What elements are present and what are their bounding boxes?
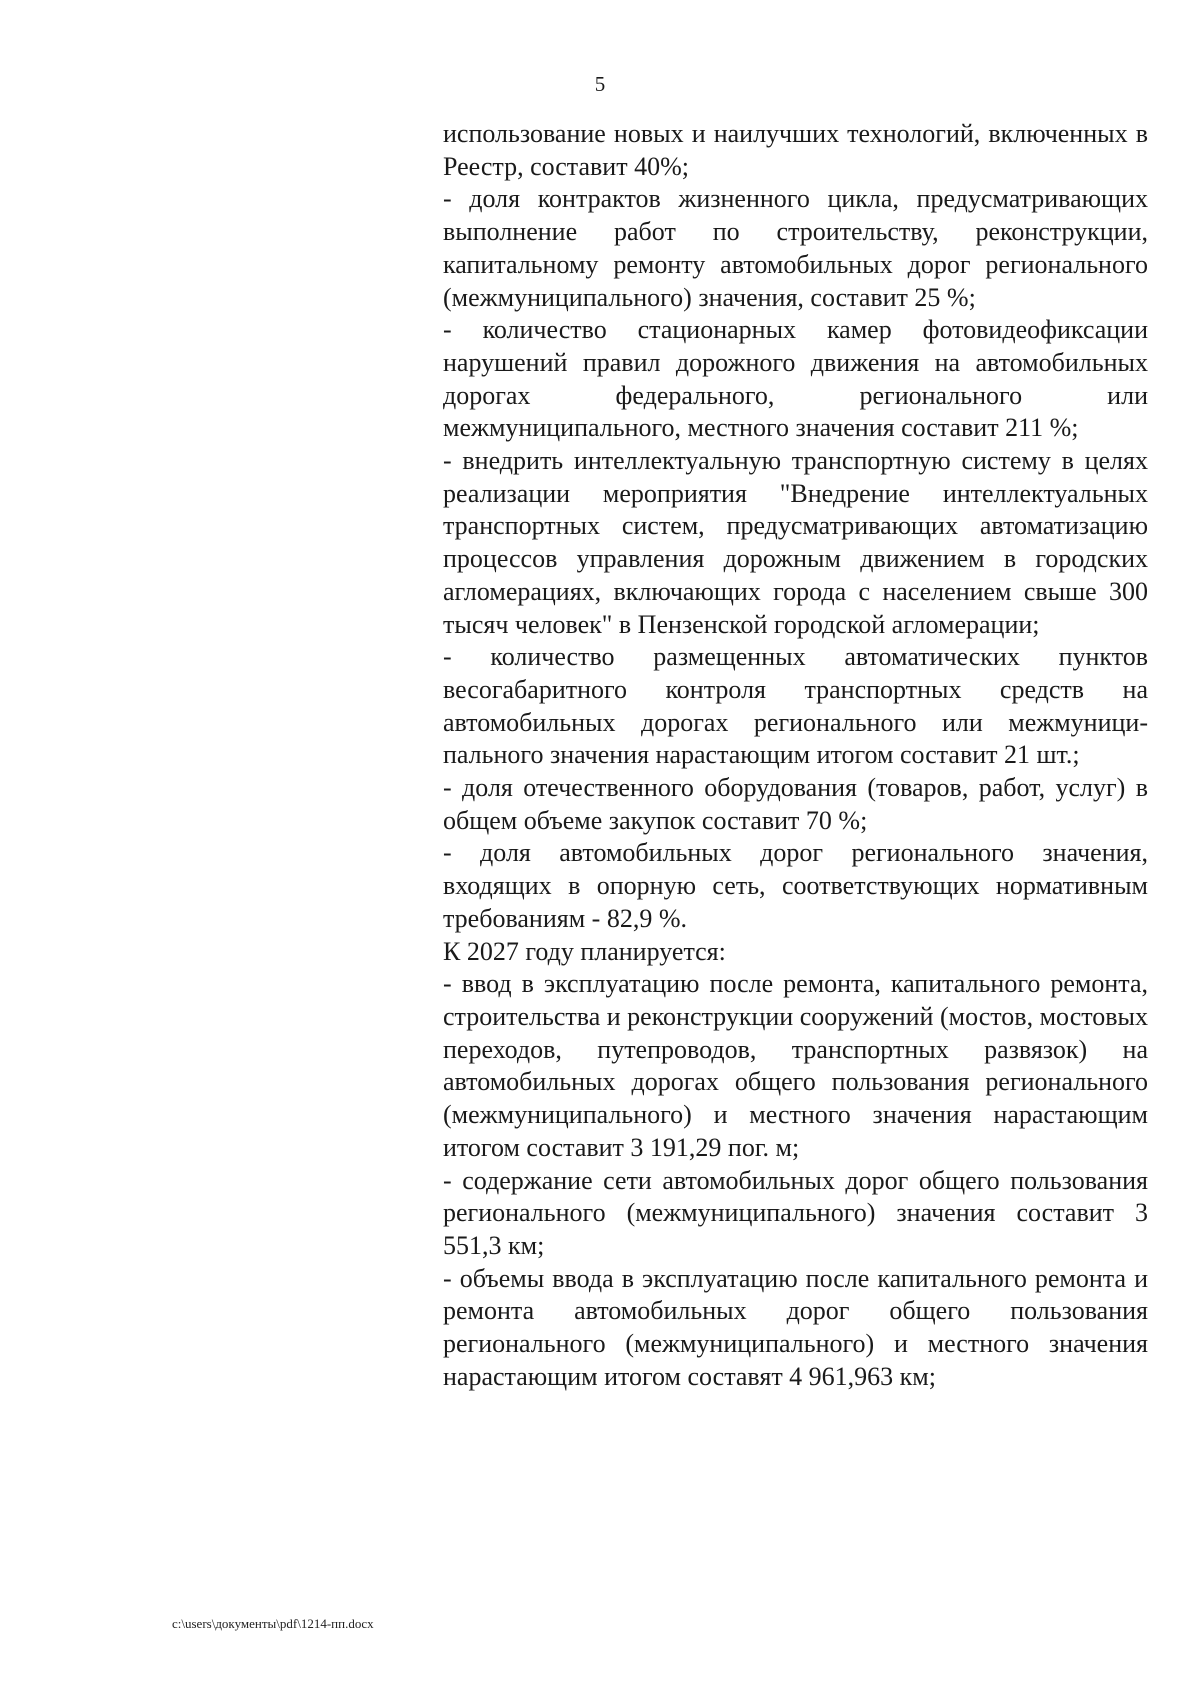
paragraph-bridges-commissioning: - ввод в эксплуатацию после ремонта, капитального ремонта, строительства и реконструкции сооружений (мостов, мостовых переходов, путепроводов, транспортных развязок) на автомобильных дорогах общего пользования регионального (межмуниципального) и местного значения нарастающим итогом составит 3 191,29 пог. м;	[443, 969, 1148, 1162]
paragraph-domestic-equipment: - доля отечественного оборудования (товаров, работ, услуг) в общем объеме закупок составит 70 %;	[443, 773, 1148, 835]
paragraph-technologies-share: использование новых и наилучших технологий, включенных в Реестр, составит 40%;	[443, 119, 1148, 181]
footer-file-path: c:\users\документы\pdf\1214-пп.docx	[172, 1616, 374, 1631]
paragraph-plan-2027-heading: К 2027 году планируется:	[443, 936, 726, 966]
paragraph-traffic-cameras: - количество стационарных камер фотовидеофиксации нарушений правил дорожного движения на автомобильных дорогах федерального, регионального или межмуниципального, местного значения составит 211 %;	[443, 315, 1148, 443]
paragraph-intelligent-transport: - внедрить интеллектуальную транспортную систему в целях реализации мероприятия "Внедрение интеллектуальных транспортных систем, предусматривающих автоматизацию процессов управления дорожным движением в городских агломерациях, включающих города с населением свыше 300 тысяч человек" в Пензенской городской агломерации;	[443, 446, 1148, 639]
paragraph-road-repair-volume: - объемы ввода в эксплуатацию после капитального ремонта и ремонта автомобильных дорог общего пользования регионального (межмуниципального) и местного значения нарастающим итогом составят 4 961,963 км;	[443, 1263, 1148, 1391]
paragraph-road-maintenance: - содержание сети автомобильных дорог общего пользования регионального (межмуниципального) значения составит 3 551,3 км;	[443, 1165, 1148, 1260]
paragraph-weight-control-points: - количество размещенных автоматических пунктов весогабаритного контроля транспортных средств на автомобильных дорогах регионального или межмуниципального значения нарастающим итогом составит 21 шт.;	[443, 642, 1148, 770]
paragraph-lifecycle-contracts: - доля контрактов жизненного цикла, предусматривающих выполнение работ по строительству, реконструкции, капитальному ремонту автомобильных дорог регионального (межмуниципального) значения, составит 25 %;	[443, 184, 1148, 312]
paragraph-roads-compliance: - доля автомобильных дорог регионального значения, входящих в опорную сеть, соответствующих нормативным требованиям - 82,9 %.	[443, 838, 1148, 933]
page-number: 5	[594, 72, 606, 96]
document-body	[443, 118, 1148, 1393]
